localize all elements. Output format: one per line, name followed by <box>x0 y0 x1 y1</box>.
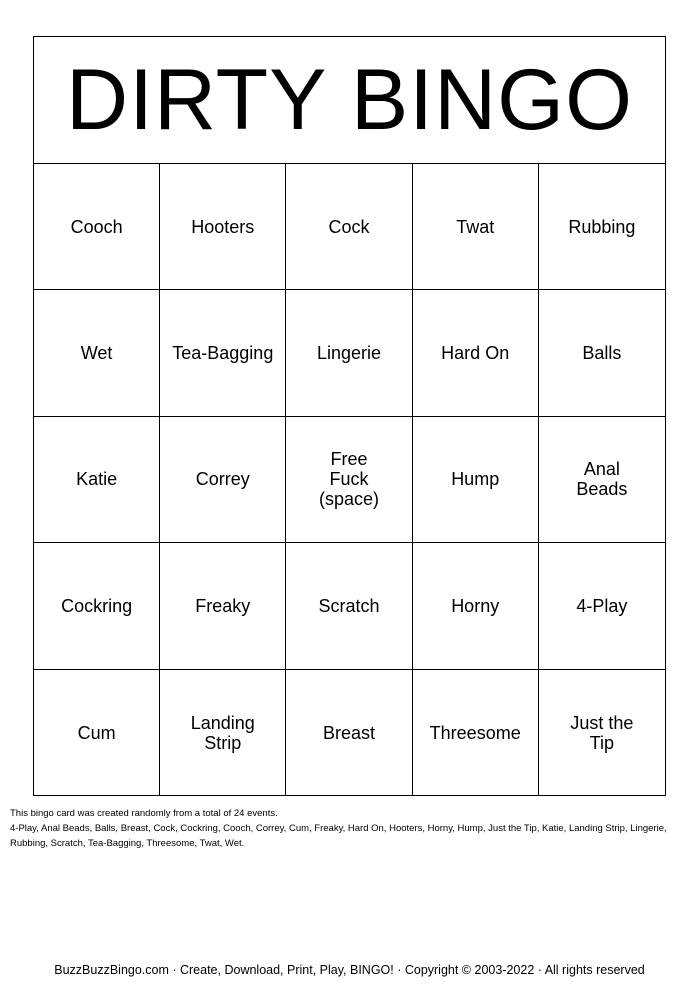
cell-text: 4-Play <box>576 595 628 616</box>
cell-text: Horny <box>451 595 500 616</box>
bingo-cell <box>413 417 539 543</box>
bingo-cell <box>286 290 412 416</box>
cell-text: Hump <box>451 469 500 490</box>
bingo-cell <box>286 670 412 796</box>
cell-text: Just the Tip <box>570 712 634 753</box>
bingo-cell <box>539 543 665 669</box>
bingo-cell <box>160 543 286 669</box>
free-space-cell <box>286 417 412 543</box>
note-event-list: 4-Play, Anal Beads, Balls, Breast, Cock, Cockring, Cooch, Correy, Cum, Freaky, Hard On, Hooters, Horny, Hump, Just the Tip, Katie, Landing Strip, Lingerie, Rubbing, Scratch, Tea-Bagging, Threesome, Twat, Wet. <box>10 823 667 849</box>
bingo-grid <box>34 164 665 796</box>
bingo-cell <box>413 543 539 669</box>
cell-text: Freaky <box>195 595 251 616</box>
card-note <box>10 806 690 851</box>
cell-text: Cock <box>328 216 370 237</box>
bingo-cell <box>34 417 160 543</box>
bingo-cell <box>160 290 286 416</box>
bingo-cell <box>34 290 160 416</box>
bingo-cell <box>413 670 539 796</box>
cell-text: Scratch <box>318 595 380 616</box>
card-title: DIRTY BINGO <box>34 37 665 164</box>
cell-text: Landing Strip <box>190 712 255 753</box>
bingo-cell <box>34 670 160 796</box>
bingo-cell <box>539 290 665 416</box>
bingo-cell <box>160 417 286 543</box>
bingo-cell <box>413 290 539 416</box>
bingo-cell <box>286 543 412 669</box>
bingo-cell <box>34 164 160 290</box>
cell-text: Cum <box>77 722 116 743</box>
cell-text: Cooch <box>70 216 123 237</box>
bingo-cell <box>539 417 665 543</box>
cell-text: Free Fuck (space) <box>318 449 379 510</box>
cell-text: Rubbing <box>568 216 636 237</box>
bingo-cell <box>286 164 412 290</box>
cell-text: Hooters <box>191 216 255 237</box>
cell-text: Balls <box>582 343 622 364</box>
bingo-cell <box>413 164 539 290</box>
cell-text: Katie <box>76 469 118 490</box>
bingo-cell <box>34 543 160 669</box>
cell-text: Twat <box>456 216 495 237</box>
cell-text: Correy <box>195 469 250 490</box>
cell-text: Lingerie <box>316 343 382 364</box>
cell-text: Breast <box>322 722 375 743</box>
cell-text: Wet <box>80 343 113 364</box>
bingo-card <box>33 36 666 796</box>
bingo-cell <box>539 670 665 796</box>
cell-text: Cockring <box>61 595 133 616</box>
cell-text: Hard On <box>441 343 510 364</box>
bingo-cell <box>160 164 286 290</box>
page-footer: BuzzBuzzBingo.com · Create, Download, Print, Play, BINGO! · Copyright © 2003-2022 · All rights reserved <box>54 963 645 977</box>
bingo-cell <box>539 164 665 290</box>
bingo-cell <box>160 670 286 796</box>
cell-text: Anal Beads <box>576 459 628 500</box>
cell-text: Threesome <box>429 722 521 743</box>
cell-text: Tea-Bagging <box>172 343 274 364</box>
note-summary: This bingo card was created randomly from a total of 24 events. <box>10 808 278 819</box>
